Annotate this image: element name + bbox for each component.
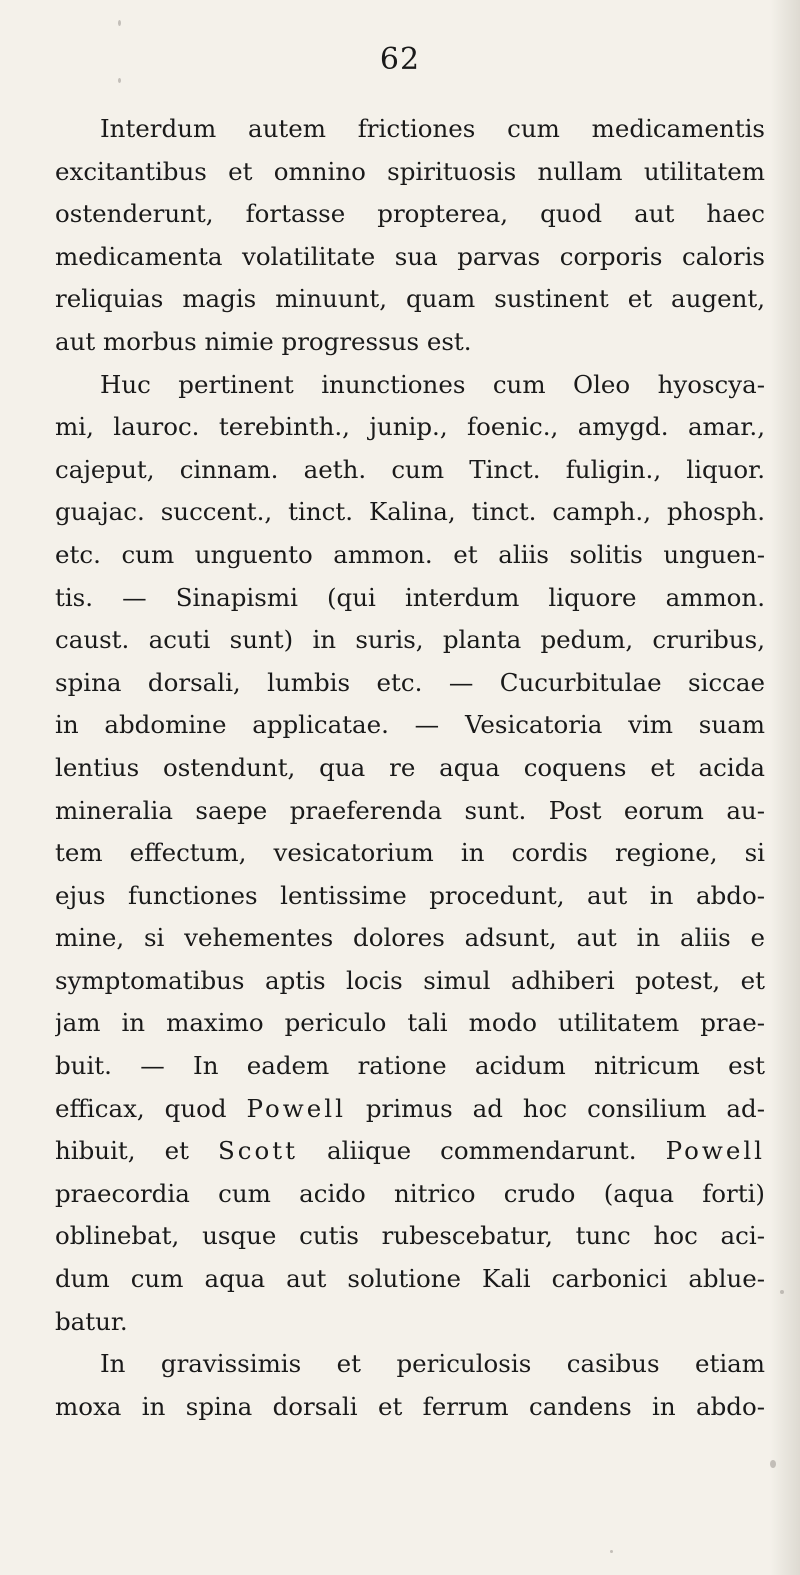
- text-line: etc. cum unguento ammon. et aliis solitis unguen-: [55, 539, 765, 569]
- body-text: [55, 108, 765, 1428]
- text-line: Huc pertinent inunctiones cum Oleo hyoscya-: [100, 369, 765, 399]
- text-line: reliquias magis minuunt, quam sustinent et augent,: [55, 284, 765, 314]
- text-line: ostenderunt, fortasse propterea, quod aut haec: [55, 199, 765, 229]
- text-line: cajeput, cinnam. aeth. cum Tinct. fuligin., liquor.: [55, 454, 765, 484]
- paper-speck: [118, 78, 121, 83]
- text-line: ejus functiones lentissime procedunt, aut in abdo-: [55, 880, 765, 910]
- text-segment: aliique commendarunt.: [327, 1136, 637, 1166]
- page-edge-shadow: [770, 0, 800, 1575]
- text-line: oblinebat, usque cutis rubescebatur, tunc hoc aci-: [55, 1221, 765, 1251]
- text-line: moxa in spina dorsali et ferrum candens in abdo-: [55, 1391, 765, 1421]
- author-name: Powell: [246, 1093, 346, 1123]
- text-line: dum cum aqua aut solutione Kali carbonici ablue-: [55, 1264, 765, 1294]
- author-name: Powell: [665, 1136, 765, 1166]
- text-line-with-name: [55, 1130, 765, 1173]
- text-line: buit. — In eadem ratione acidum nitricum est: [55, 1051, 765, 1081]
- text-line: jam in maximo periculo tali modo utilitatem prae-: [55, 1008, 765, 1038]
- text-segment: hibuit, et: [55, 1136, 189, 1166]
- text-line: spina dorsali, lumbis etc. — Cucurbitulae siccae: [55, 667, 765, 697]
- text-line: caust. acuti sunt) in suris, planta pedum, cruribus,: [55, 625, 765, 655]
- text-line: mine, si vehementes dolores adsunt, aut in aliis e: [55, 923, 765, 953]
- paper-speck: [118, 20, 121, 26]
- paper-speck: [780, 1290, 784, 1294]
- text-line: praecordia cum acido nitrico crudo (aqua forti): [55, 1178, 765, 1208]
- text-segment: primus ad hoc consilium ad-: [365, 1093, 765, 1123]
- text-line: lentius ostendunt, qua re aqua coquens et acida: [55, 752, 765, 782]
- text-line: Interdum autem frictiones cum medicamentis: [100, 114, 765, 143]
- text-line: guajac. succent., tinct. Kalina, tinct. camph., phosph.: [55, 497, 765, 527]
- text-line: mineralia saepe praeferenda sunt. Post eorum au-: [55, 795, 765, 825]
- text-line: batur.: [55, 1306, 128, 1336]
- text-line: mi, lauroc. terebinth., junip., foenic., amygd. amar.,: [55, 412, 765, 442]
- paper-speck: [610, 1550, 613, 1553]
- text-line-with-name: [55, 1088, 765, 1131]
- text-line: tis. — Sinapismi (qui interdum liquore ammon.: [55, 582, 765, 612]
- text-line: In gravissimis et periculosis casibus etiam: [100, 1349, 765, 1379]
- text-line: symptomatibus aptis locis simul adhiberi potest, et: [55, 965, 765, 995]
- page-number: 62: [379, 42, 421, 77]
- text-line: excitantibus et omnino spirituosis nullam utilitatem: [55, 156, 765, 186]
- text-line: medicamenta volatilitate sua parvas corporis caloris: [55, 241, 765, 271]
- paper-speck: [770, 1460, 776, 1468]
- text-line: tem effectum, vesicatorium in cordis regione, si: [55, 838, 765, 868]
- text-segment: efficax, quod: [55, 1093, 227, 1123]
- author-name: Scott: [218, 1136, 298, 1166]
- text-line: in abdomine applicatae. — Vesicatoria vim suam: [55, 710, 765, 740]
- text-line: aut morbus nimie progressus est.: [55, 326, 472, 356]
